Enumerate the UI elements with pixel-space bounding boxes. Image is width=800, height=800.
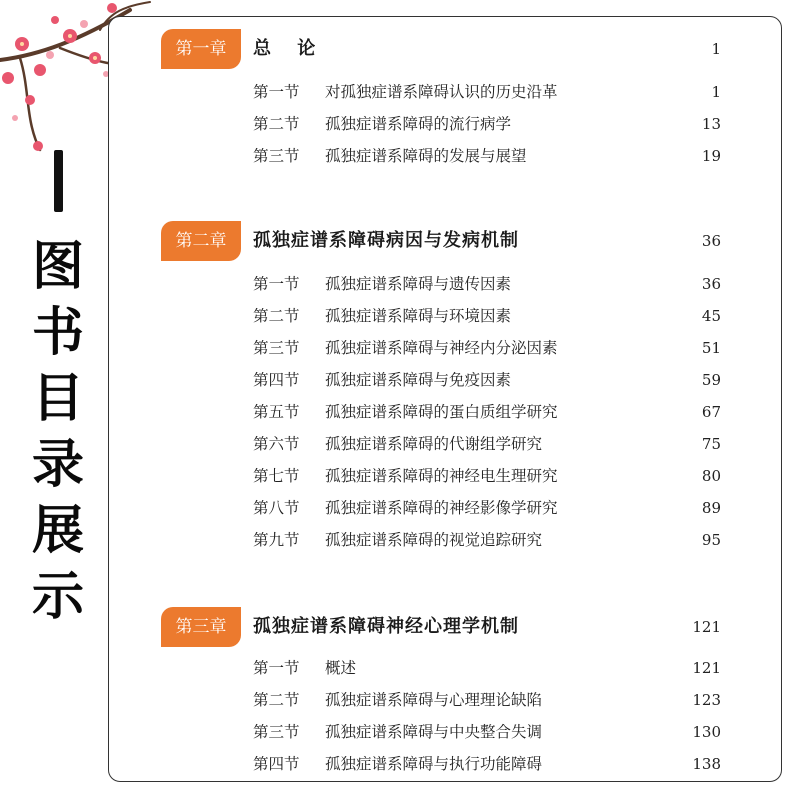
section-title: 对孤独症谱系障碍认识的历史沿革 bbox=[325, 83, 558, 101]
page-number: 1 bbox=[711, 83, 721, 101]
section-row bbox=[253, 77, 721, 107]
toc-card bbox=[108, 16, 782, 782]
section-title: 孤独症谱系障碍与环境因素 bbox=[325, 307, 512, 325]
chapter-2-row bbox=[161, 221, 721, 261]
page-number: 67 bbox=[701, 403, 721, 421]
page-number: 19 bbox=[701, 147, 721, 165]
section-title: 孤独症谱系障碍与执行功能障碍 bbox=[325, 755, 543, 773]
page-number: 121 bbox=[692, 618, 721, 636]
banner-bar bbox=[54, 150, 63, 212]
section-row bbox=[253, 493, 721, 523]
section-row bbox=[253, 141, 721, 171]
page-number: 13 bbox=[701, 115, 721, 133]
banner-char: 书 bbox=[31, 303, 84, 363]
section-number: 第四节 bbox=[253, 755, 300, 773]
page-number: 45 bbox=[701, 307, 721, 325]
section-row bbox=[253, 525, 721, 555]
page-number: 121 bbox=[692, 659, 721, 677]
section-number: 第二节 bbox=[253, 115, 300, 133]
section-title: 孤独症谱系障碍的视觉追踪研究 bbox=[325, 531, 543, 549]
page-number: 95 bbox=[701, 531, 721, 549]
section-row bbox=[253, 429, 721, 459]
section-title: 孤独症谱系障碍与遗传因素 bbox=[325, 275, 512, 293]
section-number: 第四节 bbox=[253, 371, 300, 389]
section-row bbox=[253, 333, 721, 363]
page-number: 59 bbox=[701, 371, 721, 389]
section-title: 孤独症谱系障碍与心理理论缺陷 bbox=[325, 691, 543, 709]
section-number: 第三节 bbox=[253, 147, 300, 165]
section-title: 孤独症谱系障碍与神经内分泌因素 bbox=[325, 339, 558, 357]
section-row bbox=[253, 109, 721, 139]
chapter-badge: 第一章 bbox=[161, 29, 241, 69]
banner-char: 目 bbox=[31, 369, 84, 429]
side-banner bbox=[28, 150, 88, 630]
section-number: 第三节 bbox=[253, 339, 300, 357]
chapter-title: 孤独症谱系障碍病因与发病机制 bbox=[253, 230, 519, 251]
page-number: 80 bbox=[701, 467, 721, 485]
section-row bbox=[253, 365, 721, 395]
banner-char: 示 bbox=[31, 567, 84, 627]
chapter-badge: 第二章 bbox=[161, 221, 241, 261]
page-number: 130 bbox=[692, 723, 721, 741]
section-row bbox=[253, 749, 721, 779]
chapter-3-row bbox=[161, 607, 721, 647]
page-number: 123 bbox=[692, 691, 721, 709]
section-number: 第二节 bbox=[253, 307, 300, 325]
page-number: 138 bbox=[692, 755, 721, 773]
section-title: 孤独症谱系障碍的发展与展望 bbox=[325, 147, 527, 165]
chapter-badge: 第三章 bbox=[161, 607, 241, 647]
section-number: 第二节 bbox=[253, 691, 300, 709]
banner-char: 录 bbox=[31, 435, 84, 495]
section-title: 孤独症谱系障碍的神经电生理研究 bbox=[325, 467, 558, 485]
section-title: 孤独症谱系障碍与中央整合失调 bbox=[325, 723, 543, 741]
section-row bbox=[253, 685, 721, 715]
section-number: 第一节 bbox=[253, 83, 300, 101]
section-title: 孤独症谱系障碍的代谢组学研究 bbox=[325, 435, 543, 453]
banner-char: 展 bbox=[31, 501, 84, 561]
page-number: 75 bbox=[701, 435, 721, 453]
section-row bbox=[253, 269, 721, 299]
chapter-1-row bbox=[161, 29, 721, 69]
section-row bbox=[253, 397, 721, 427]
banner-char: 图 bbox=[31, 237, 84, 297]
section-number: 第三节 bbox=[253, 723, 300, 741]
section-title: 孤独症谱系障碍与免疫因素 bbox=[325, 371, 512, 389]
page-number: 1 bbox=[711, 40, 721, 58]
page-number: 51 bbox=[701, 339, 721, 357]
chapter-title: 孤独症谱系障碍神经心理学机制 bbox=[253, 616, 519, 637]
section-number: 第一节 bbox=[253, 659, 300, 677]
page-number: 36 bbox=[701, 275, 721, 293]
section-number: 第一节 bbox=[253, 275, 300, 293]
page-number: 89 bbox=[701, 499, 721, 517]
section-row bbox=[253, 653, 721, 683]
section-number: 第八节 bbox=[253, 499, 300, 517]
section-title: 孤独症谱系障碍的蛋白质组学研究 bbox=[325, 403, 558, 421]
section-title: 概述 bbox=[325, 659, 357, 677]
chapter-title: 总 论 bbox=[253, 38, 326, 59]
page-number: 36 bbox=[701, 232, 721, 250]
section-title: 孤独症谱系障碍的神经影像学研究 bbox=[325, 499, 558, 517]
section-row bbox=[253, 717, 721, 747]
section-row bbox=[253, 301, 721, 331]
section-number: 第七节 bbox=[253, 467, 300, 485]
section-row bbox=[253, 461, 721, 491]
section-number: 第六节 bbox=[253, 435, 300, 453]
section-number: 第九节 bbox=[253, 531, 300, 549]
section-number: 第五节 bbox=[253, 403, 300, 421]
section-title: 孤独症谱系障碍的流行病学 bbox=[325, 115, 512, 133]
